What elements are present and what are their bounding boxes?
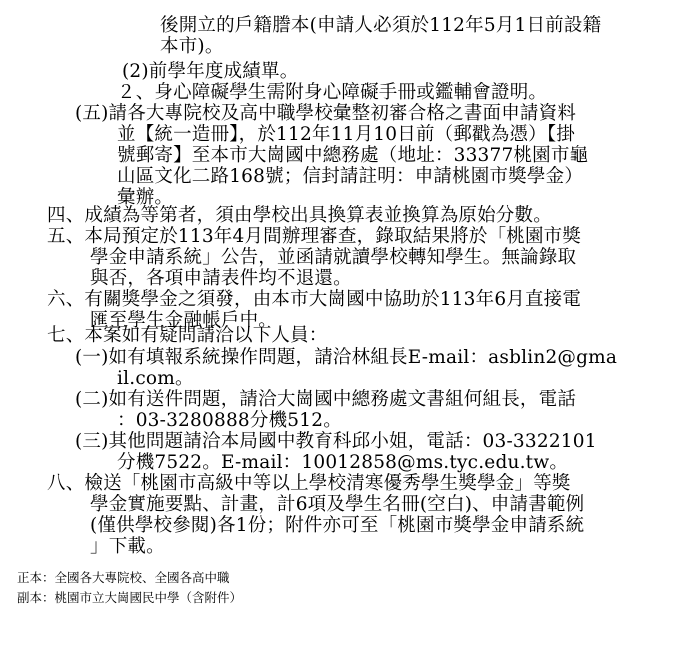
body-line: 匯至學生金融帳戶中。: [90, 310, 278, 331]
body-line: 六、有關獎學金之須發，由本市大崗國中協助於113年6月直接電: [47, 289, 582, 310]
body-line: 八、檢送「桃園市高級中等以上學校清寒優秀學生獎學金」等獎: [47, 473, 571, 494]
body-line: 」下載。: [90, 536, 165, 557]
body-line: 山區文化二路168號；信封請註明：申請桃園市獎學金）: [117, 166, 584, 187]
body-line: 學金實施要點、計畫，計6項及學生名冊(空白)、申請書範例: [90, 494, 585, 515]
body-line: 號郵寄】至本市大崗國中總務處（地址：33377桃園市龜: [117, 145, 589, 166]
body-line: ２、身心障礙學生需附身心障礙手冊或鑑輔會證明。: [117, 82, 548, 103]
body-line: 本市)。: [160, 36, 224, 57]
main-recipient: 正本：全國各大專院校、全國各高中職: [17, 570, 230, 585]
body-line: il.com。: [117, 368, 194, 389]
body-line: 四、成績為等第者，須由學校出具換算表並換算為原始分數。: [47, 205, 552, 226]
body-line: 後開立的戶籍謄本(申請人必須於112年5月1日前設籍: [160, 15, 602, 36]
body-line: 與否，各項申請表件均不退還。: [90, 268, 352, 289]
body-line: (二)如有送件問題，請洽大崗國中總務處文書組何組長，電話: [75, 389, 577, 410]
body-line: 彙辦。: [117, 187, 174, 208]
body-line: 五、本局預定於113年4月間辦理審查，錄取結果將於「桃園市獎: [47, 226, 582, 247]
body-line: (三)其他問題請洽本局國中教育科邱小姐，電話：03-3322101: [75, 431, 597, 452]
body-line: 並【統一造冊】，於112年11月10日前（郵戳為憑）【掛: [117, 124, 575, 145]
body-line: (僅供學校參閱)各1份；附件亦可至「桃園市獎學金申請系統: [90, 515, 585, 536]
copy-recipient: 副本：桃園市立大崗國民中學（含附件）: [17, 590, 243, 605]
body-line: (一)如有填報系統操作問題，請洽林組長E-mail：asblin2@gma: [75, 347, 618, 368]
body-line: ：03-3280888分機512。: [117, 410, 342, 431]
body-line: (2)前學年度成績單。: [122, 61, 299, 82]
body-line: (五)請各大專院校及高中職學校彙整初審合格之書面申請資料: [75, 103, 577, 124]
body-line: 分機7522。E-mail：10012858@ms.tyc.edu.tw。: [117, 452, 569, 473]
body-line: 七、本案如有疑問請洽以下人員：: [47, 325, 328, 346]
body-line: 學金申請系統」公告，並函請就讀學校轉知學生。無論錄取: [90, 247, 577, 268]
